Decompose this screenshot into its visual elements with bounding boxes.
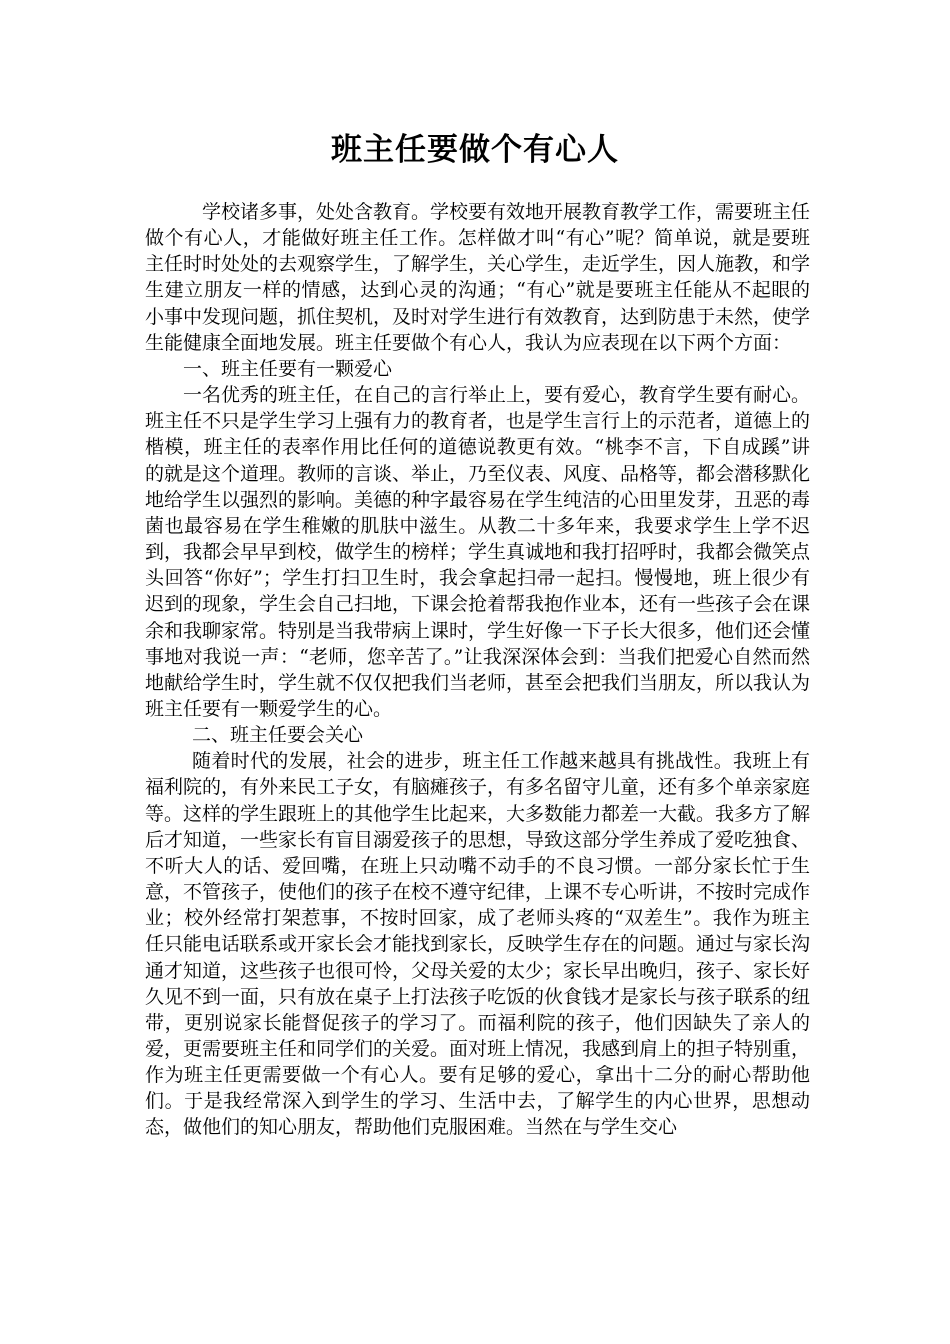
section-heading-love: 一、班主任要有一颗爱心 (183, 357, 393, 380)
paragraph-care: 随着时代的发展，社会的进步，班主任工作越来越具有挑战性。我班上有福利院的，有外来民工子女，有脑瘫孩子，有多名留守儿童，还有多个单亲家庭等。这样的学生跟班上的其他学生比起来，大多数能力都差一大截。我多方了解后才知道，一些家长有盲目溺爱孩子的思想，导致这部分学生养成了爱吃独食、不听大人的话、爱回嘴，在班上只动嘴不动手的不良习惯。一部分家长忙于生意，不管孩子，使他们的孩子在校不遵守纪律，上课不专心听讲，不按时完成作业；校外经常打架惹事，不按时回家，成了老师头疼的“双差生”。我作为班主任只能电话联系或开家长会才能找到家长，反映学生存在的问题。通过与家长沟通才知道，这些孩子也很可怜，父母关爱的太少；家长早出晚归，孩子、家长好久见不到一面，只有放在桌子上打法孩子吃饭的伙食钱才是家长与孩子联系的纽带，更别说家长能督促孩子的学习了。而福利院的孩子，他们因缺失了亲人的爱，更需要班主任和同学们的关爱。面对班上情况，我感到肩上的担子特别重，作为班主任更需要做一个有心人。要有足够的爱心，拿出十二分的耐心帮助他们。于是我经常深入到学生的学习、生活中去，了解学生的内心世界，思想动态，做他们的知心朋友，帮助他们克服困难。当然在与学生交心 (145, 750, 811, 1139)
paragraph-love: 一名优秀的班主任，在自己的言行举止上，要有爱心，教育学生要有耐心。班主任不只是学生学习上强有力的教育者，也是学生言行上的示范者，道德上的楷模，班主任的表率作用比任何的道德说教更有效。“桃李不言，下自成蹊”讲的就是这个道理。教师的言谈、举止，乃至仪表、风度、品格等，都会潜移默化地给学生以强烈的影响。美德的种字最容易在学生纯洁的心田里发芽，丑恶的毒菌也最容易在学生稚嫩的肌肤中滋生。从教二十多年来，我要求学生上学不迟到，我都会早早到校，做学生的榜样；学生真诚地和我打招呼时，我都会微笑点头回答“你好”；学生打扫卫生时，我会拿起扫帚一起扫。慢慢地，班上很少有迟到的现象，学生会自己扫地，下课会抢着帮我抱作业本，还有一些孩子会在课余和我聊家常。特别是当我带病上课时，学生好像一下子长大很多，他们还会懂事地对我说一声：“老师，您辛苦了。”让我深深体会到：当我们把爱心自然而然地献给学生时，学生就不仅仅把我们当老师，甚至会把我们当朋友，所以我认为班主任要有一颗爱学生的心。 (145, 384, 811, 720)
paragraph-intro: 学校诸多事，处处含教育。学校要有效地开展教育教学工作，需要班主任做个有心人，才能做好班主任工作。怎样做才叫“有心”呢？简单说，就是要班主任时时处处的去观察学生，了解学生，关心学生，走近学生，因人施教，和学生建立朋友一样的情感，达到心灵的沟通；“有心”就是要班主任能从不起眼的小事中发现问题，抓住契机，及时对学生进行有效教育，达到防患于未然，使学生能健康全面地发展。班主任要做个有心人，我认为应表现在以下两个方面： (145, 201, 811, 354)
page-title: 班主任要做个有心人 (331, 132, 619, 168)
document-body (145, 199, 810, 1141)
section-heading-care: 二、班主任要会关心 (192, 724, 364, 747)
